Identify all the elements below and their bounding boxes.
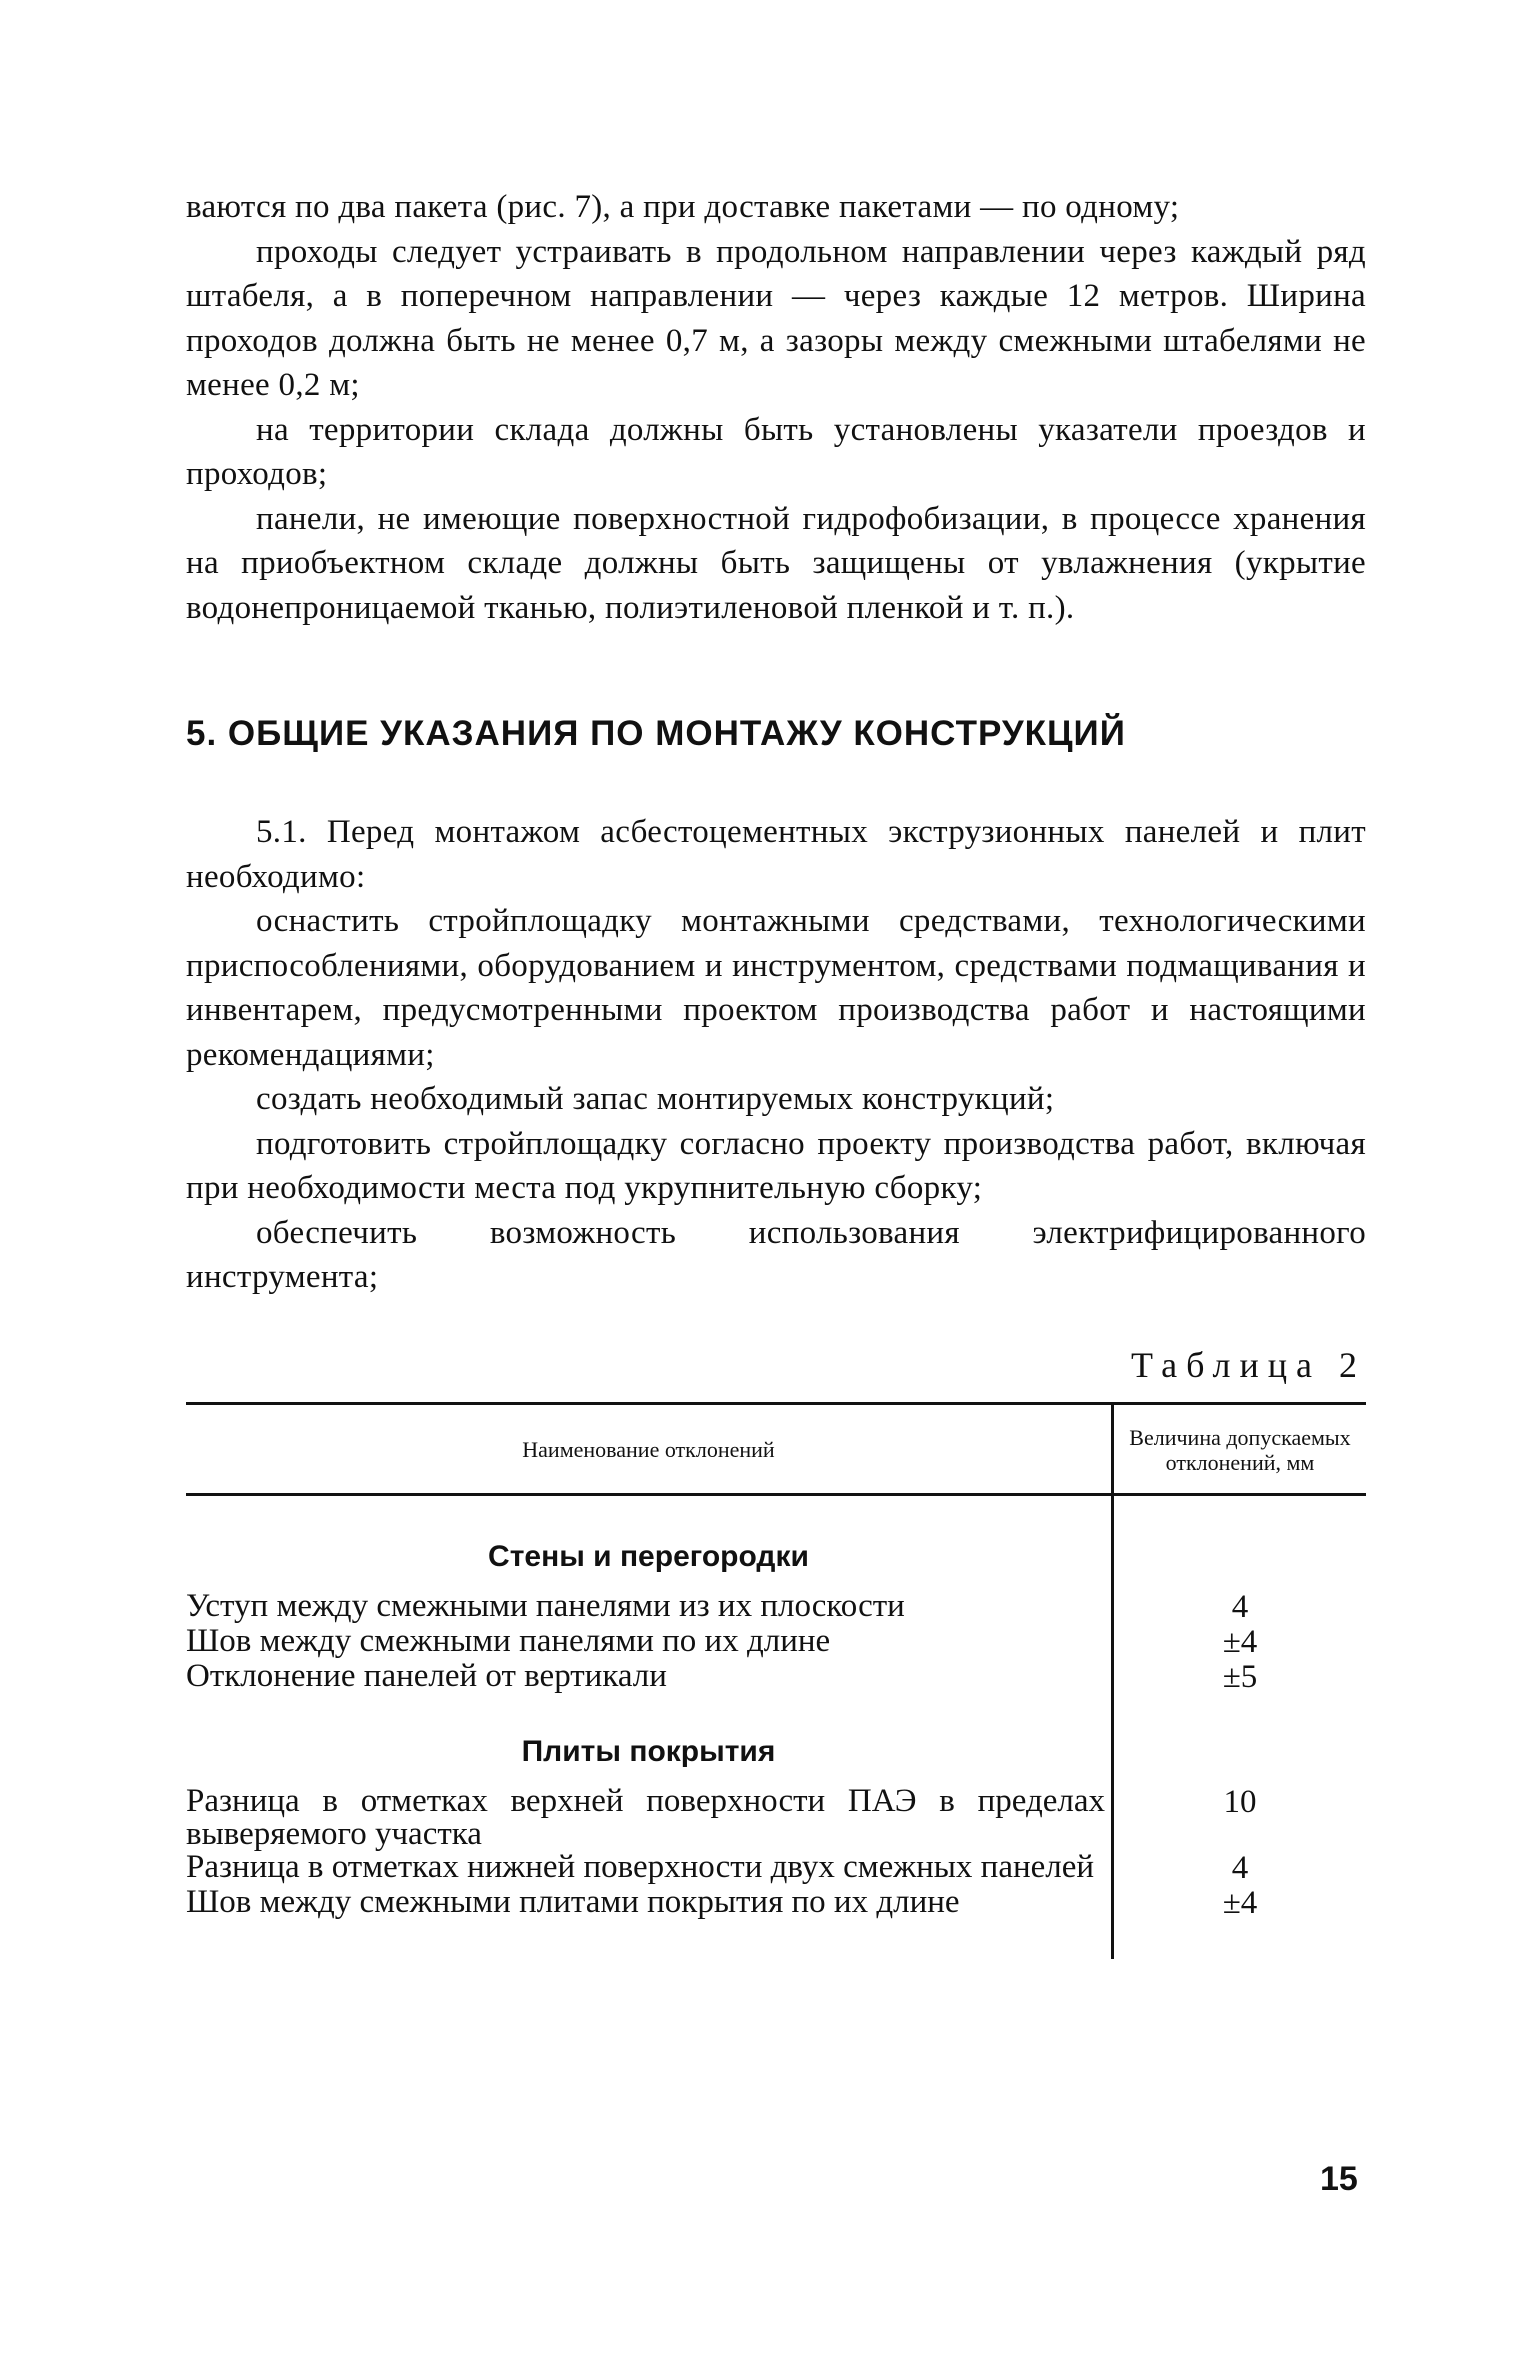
table-row (186, 1660, 1366, 1695)
section-heading: 5. ОБЩИЕ УКАЗАНИЯ ПО МОНТАЖУ КОНСТРУКЦИЙ (186, 714, 1126, 753)
gap-cell (1113, 1921, 1367, 1959)
row-name: Шов между смежными панелями по их длине (186, 1622, 831, 1659)
group-value-spacer (1113, 1695, 1367, 1785)
section-body (186, 810, 1366, 1300)
paragraph-continuation: ваются по два пакета (рис. 7), а при доставке пакетами — по одному; (186, 189, 1180, 225)
row-value: 4 (1113, 1590, 1367, 1625)
paragraph-prepare-site: подготовить стройплощадку согласно проекту производства работ, включая при необходимости места под укрупнительную сборку; (186, 1125, 1366, 1206)
paragraph-signs: на территории склада должны быть установлены указатели проездов и проходов; (186, 411, 1366, 492)
group-title-walls: Стены и перегородки (488, 1539, 809, 1573)
table-row (186, 1590, 1366, 1625)
table-row (186, 1886, 1366, 1921)
table-bottom-gap (186, 1921, 1366, 1959)
table-row (186, 1851, 1366, 1886)
row-name: Разница в отметках верхней поверхности ПАЭ в пределах выверяемого участка (186, 1782, 1105, 1852)
paragraph-5-1: 5.1. Перед монтажом асбестоцементных экструзионных панелей и плит необходимо: (186, 814, 1366, 895)
row-name: Разница в отметках нижней поверхности двух смежных панелей (186, 1848, 1095, 1885)
page-number: 15 (1320, 2160, 1358, 2198)
table-row (186, 1785, 1366, 1851)
header-value: Величина допускаемых отклонений, мм (1113, 1403, 1367, 1494)
row-name: Шов между смежными плитами покрытия по их длине (186, 1883, 960, 1920)
table-caption: Таблица 2 (1131, 1344, 1366, 1385)
row-value: 10 (1113, 1785, 1367, 1851)
group-value-spacer (1113, 1494, 1367, 1590)
table-row (186, 1625, 1366, 1660)
row-name: Уступ между смежными панелями из их плоскости (186, 1587, 905, 1624)
paragraph-equip-site: оснастить стройплощадку монтажными средствами, технологическими приспособлениями, оборудованием и инструментом, средствами подмащивания и инвентарем, предусмотренными проектом производства работ и настоящими рекомендациями; (186, 903, 1366, 1073)
header-name: Наименование отклонений (186, 1403, 1113, 1494)
row-value: ±4 (1113, 1886, 1367, 1921)
row-value: ±4 (1113, 1625, 1367, 1660)
group-row (186, 1494, 1366, 1590)
deviations-table (186, 1402, 1366, 1959)
paragraph-electric-tools: обеспечить возможность использования электрифицированного инструмента; (186, 1214, 1366, 1295)
row-value: ±5 (1113, 1660, 1367, 1695)
table-header-row (186, 1403, 1366, 1494)
group-title-slabs: Плиты покрытия (521, 1734, 776, 1768)
paragraph-passages: проходы следует устраивать в продольном направлении через каждый ряд штабеля, а в поперечном направлении — через каждые 12 метров. Ширина проходов должна быть не менее 0,7 м, а зазоры между смежными штабелями не менее 0,2 м; (186, 233, 1366, 403)
paragraph-stock: создать необходимый запас монтируемых конструкций; (256, 1081, 1055, 1117)
document-page (186, 185, 1366, 1959)
row-name: Отклонение панелей от вертикали (186, 1657, 667, 1694)
row-value: 4 (1113, 1851, 1367, 1886)
storage-rules-block (186, 185, 1366, 630)
group-row (186, 1695, 1366, 1785)
gap-cell (186, 1921, 1113, 1959)
paragraph-moisture-protection: панели, не имеющие поверхностной гидрофобизации, в процессе хранения на приобъектном складе должны быть защищены от увлажнения (укрытие водонепроницаемой тканью, полиэтиленовой пленкой и т. п.). (186, 500, 1366, 626)
